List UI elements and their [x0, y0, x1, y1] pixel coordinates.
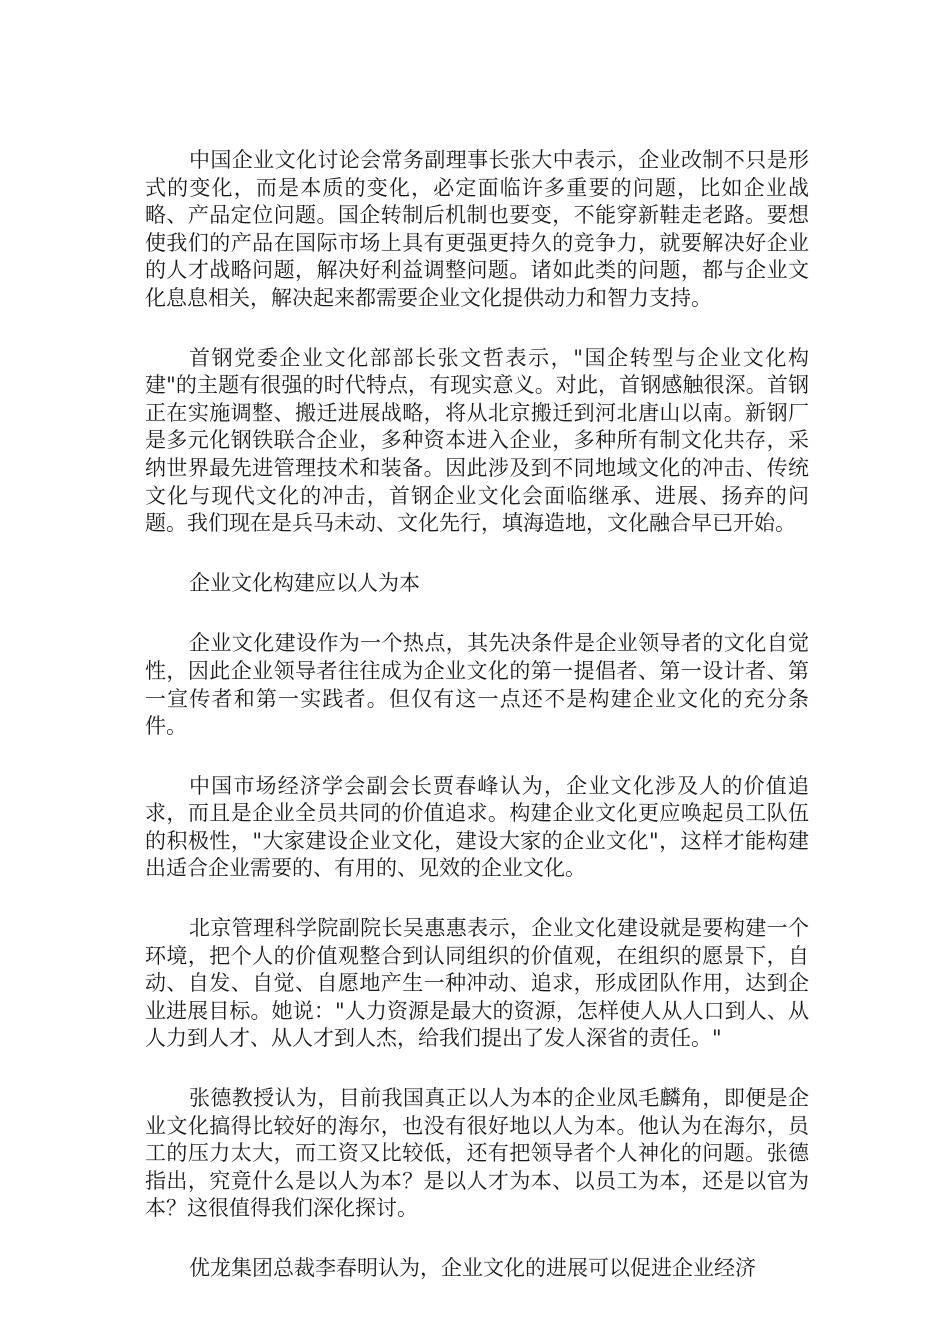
paragraph-zhang-wenzhe: 首钢党委企业文化部部长张文哲表示，"国企转型与企业文化构建"的主题有很强的时代特点，有现实意义。对此，首钢感触很深。首钢正在实施调整、搬迁进展战略，将从北京搬迁到河北唐山以南。新钢厂是多元化钢铁联合企业，多种资本进入企业，多种所有制文化共存，采纳世界最先进管理技术和装备。因此涉及到不同地域文化的冲击、传统文化与现代文化的冲击，首钢企业文化会面临继承、进展、扬弃的问题。我们现在是兵马未动、文化先行，填海造地，文化融合早已开始。: [145, 345, 809, 536]
paragraph-jia-chunfeng: 中国市场经济学会副会长贾春峰认为，企业文化涉及人的价值追求，而且是企业全员共同的价值追求。构建企业文化更应唤起员工队伍的积极性，"大家建设企业文化，建设大家的企业文化"，这样才能构建出适合企业需要的、有用的、见效的企业文化。: [145, 773, 809, 881]
paragraph-li-chunming: 优龙集团总裁李春明认为，企业文化的进展可以促进企业经济: [189, 1256, 756, 1280]
paragraph-leader-awareness: 企业文化建设作为一个热点，其先决条件是企业领导者的文化自觉性，因此企业领导者往往成为企业文化的第一提倡者、第一设计者、第一宣传者和第一实践者。但仅有这一点还不是构建企业文化的充分条件。: [145, 631, 809, 739]
paragraph-wu-huihui: 北京管理科学院副院长吴惠惠表示，企业文化建设就是要构建一个环境，把个人的价值观整合到认同组织的价值观，在组织的愿景下，自动、自发、自觉、自愿地产生一种冲动、追求，形成团队作用，达到企业进展目标。她说："人力资源是最大的资源，怎样使人从人口到人、从人力到人才、从人才到人杰，给我们提出了发人深省的责任。": [145, 916, 809, 1051]
document-body: [145, 147, 809, 1315]
paragraph-zhang-de: 张德教授认为，目前我国真正以人为本的企业凤毛麟角，即便是企业文化搞得比较好的海尔，也没有很好地以人为本。他认为在海尔，员工的压力太大，而工资又比较低，还有把领导者个人神化的问题。张德指出，究竟什么是以人为本？是以人才为本、以员工为本，还是以官为本？这很值得我们深化探讨。: [145, 1086, 809, 1221]
paragraph-zhang-dazhong: 中国企业文化讨论会常务副理事长张大中表示，企业改制不只是形式的变化，而是本质的变化，必定面临许多重要的问题，比如企业战略、产品定位问题。国企转制后机制也要变，不能穿新鞋走老路。要想使我们的产品在国际市场上具有更强更持久的竞争力，就要解决好企业的人才战略问题，解决好利益调整问题。诸如此类的问题，都与企业文化息息相关，解决起来都需要企业文化提供动力和智力支持。: [145, 148, 809, 310]
section-heading: 企业文化构建应以人为本: [189, 570, 420, 595]
